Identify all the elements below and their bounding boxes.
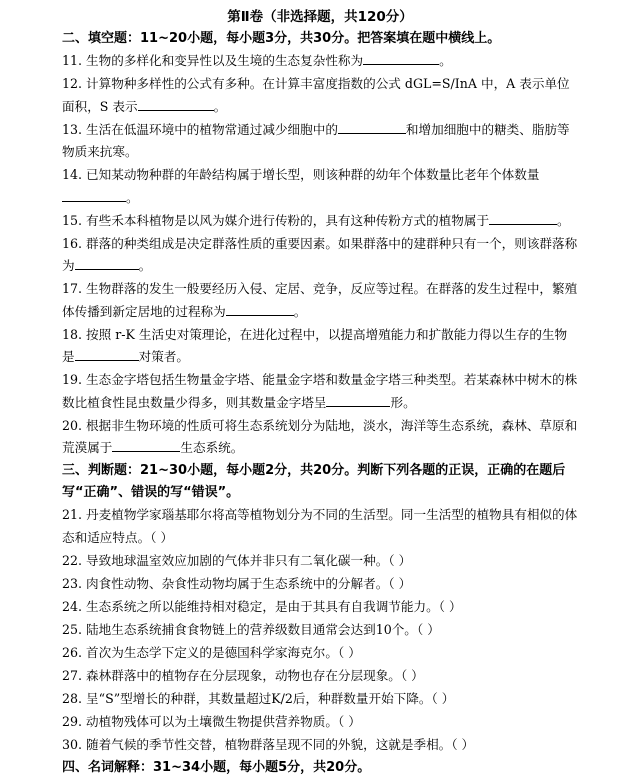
question-20 — [62, 415, 578, 460]
question-text-end: 。 — [439, 53, 452, 68]
question-text: 13. 生活在低温环境中的植物常通过减少细胞中的 — [62, 121, 338, 137]
answer-blank[interactable] — [75, 256, 139, 270]
question-text: 16. 群落的种类组成是决定群落性质的重要因素。如果群落中的建群种只有一个，则该群落称为 — [62, 235, 578, 273]
question-text-end: 生态系统。 — [180, 440, 244, 455]
question-text-end: 。 — [138, 258, 152, 273]
question-21: 21. 丹麦植物学家瑙基耶尔将高等植物划分为不同的生活型。同一生活型的植物具有相似的体态和适应特点。（ ） — [62, 507, 578, 545]
answer-blank[interactable] — [112, 438, 180, 452]
question-text-end: 形。 — [390, 394, 416, 410]
answer-blank[interactable] — [75, 347, 139, 361]
question-16 — [62, 233, 578, 278]
question-14 — [62, 164, 578, 209]
question-text-end: 。 — [557, 212, 570, 228]
question-30: 30. 随着气候的季节性交替，植物群落呈现不同的外貌，这就是季相。（ ） — [62, 736, 475, 752]
answer-blank[interactable] — [338, 120, 406, 134]
question-text-end: 和增加细胞中的糖类、脂肪等物质来抗寒。 — [62, 121, 570, 159]
answer-blank[interactable] — [138, 97, 214, 111]
question-28: 28. 呈“S”型增长的种群，其数量超过K/2后，种群数量开始下降。（ ） — [62, 690, 455, 706]
section-terms-heading: 四、名词解释：31~34小题，每小题5分，共20分。 — [62, 759, 371, 775]
question-26: 26. 首次为生态学下定义的是德国科学家海克尔。（ ） — [62, 644, 361, 660]
answer-blank[interactable] — [489, 211, 557, 225]
question-24: 24. 生态系统之所以能维持相对稳定，是由于其具有自我调节能力。（ ） — [62, 598, 462, 614]
answer-blank[interactable] — [226, 302, 294, 316]
question-27: 27. 森林群落中的植物存在分层现象，动物也存在分层现象。（ ） — [62, 667, 424, 683]
question-text: 15. 有些禾本科植物是以风为媒介进行传粉的，具有这种传粉方式的植物属于 — [62, 212, 490, 228]
question-12 — [62, 73, 578, 118]
part-title: 第Ⅱ卷（非选择题，共120分） — [227, 9, 413, 25]
answer-blank[interactable] — [62, 188, 126, 202]
question-text: 14. 已知某动物种群的年龄结构属于增长型，则该种群的幼年个体数量比老年个体数量 — [62, 167, 540, 182]
question-19 — [62, 369, 578, 414]
section-judge-heading: 三、判断题：21~30小题，每小题2分，共20分。判断下列各题的正误，正确的在题后写“正确”、错误的写“错误”。 — [62, 463, 566, 500]
question-text: 18. 按照 r-K 生活史对策理论，在进化过程中，以提高增殖能力和扩散能力得以生存的生物是 — [62, 326, 568, 364]
question-text: 17. 生物群落的发生一般要经历入侵、定居、竞争，反应等过程。在群落的发生过程中，繁殖体传播到新定居地的过程称为 — [62, 281, 578, 319]
section-fill-heading: 二、填空题：11~20小题，每小题3分，共30分。把答案填在题中横线上。 — [62, 31, 501, 46]
question-29: 29. 动植物残体可以为土壤微生物提供营养物质。（ ） — [62, 713, 361, 729]
question-17 — [62, 278, 578, 323]
question-text: 19. 生态金字塔包括生物量金字塔、能量金字塔和数量金字塔三种类型。若某森林中树木的株数比植食性昆虫数量少得多，则其数量金字塔呈 — [62, 372, 578, 410]
question-23: 23. 肉食性动物、杂食性动物均属于生态系统中的分解者。（ ） — [62, 575, 412, 591]
question-18 — [62, 324, 578, 369]
question-25: 25. 陆地生态系统捕食食物链上的营养级数目通常会达到10个。（ ） — [62, 621, 440, 637]
answer-blank[interactable] — [326, 393, 390, 407]
question-text-end: 。 — [293, 303, 307, 319]
question-text: 11. 生物的多样化和变异性以及生境的生态复杂性称为 — [62, 53, 364, 68]
question-22: 22. 导致地球温室效应加剧的气体并非只有二氧化碳一种。（ ） — [62, 552, 412, 568]
question-15 — [62, 210, 578, 233]
question-text-end: 。 — [126, 189, 139, 205]
question-13 — [62, 119, 578, 164]
question-text: 20. 根据非生物环境的性质可将生态系统划分为陆地，淡水，海洋等生态系统，森林、草原和荒漠属于 — [62, 417, 578, 455]
question-text-end: 对策者。 — [138, 349, 189, 364]
question-text-end: 。 — [213, 98, 227, 114]
question-text: 12. 计算物种多样性的公式有多种。在计算丰富度指数的公式 dGL=S/InA 中，A 表示单位面积，S 表示 — [62, 76, 570, 114]
question-11 — [62, 50, 578, 73]
answer-blank[interactable] — [363, 51, 439, 65]
